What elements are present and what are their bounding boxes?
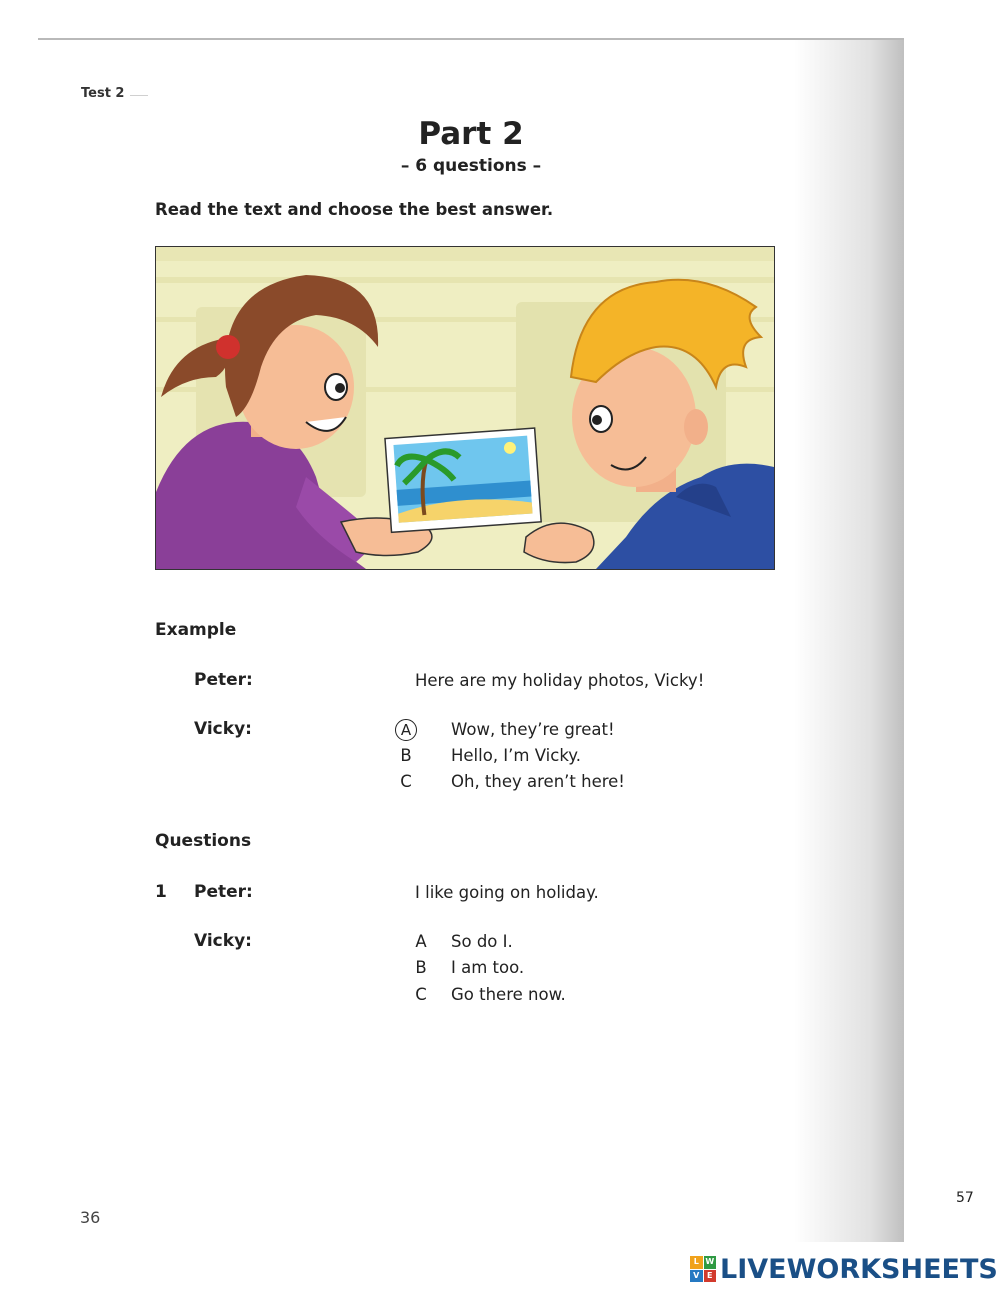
questions-heading: Questions [155, 831, 252, 851]
example-option-c-letter: C [400, 772, 412, 791]
question-1-speaker-peter: Peter: [194, 882, 253, 902]
example-line-peter: Here are my holiday photos, Vicky! [415, 671, 705, 690]
example-option-a-text: Wow, they’re great! [451, 720, 615, 739]
worksheet-page [38, 38, 904, 1242]
page-curl-shadow [794, 40, 904, 1242]
sheet-number: 57 [956, 1190, 974, 1206]
page-title: Part 2 [418, 116, 524, 152]
example-speaker-peter: Peter: [194, 670, 253, 690]
picture-icon [156, 247, 774, 569]
question-1-option-c-text[interactable]: Go there now. [451, 985, 566, 1004]
example-heading: Example [155, 620, 237, 640]
question-1-line-peter: I like going on holiday. [415, 883, 599, 902]
example-speaker-vicky: Vicky: [194, 719, 252, 739]
question-1-option-c-letter[interactable]: C [415, 985, 427, 1004]
page-subtitle: – 6 questions – [400, 156, 542, 176]
question-1-option-a-text[interactable]: So do I. [451, 932, 513, 951]
question-number: 1 [155, 882, 167, 902]
instruction-text: Read the text and choose the best answer. [155, 200, 554, 219]
example-option-c-text: Oh, they aren’t here! [451, 772, 625, 791]
brand-name: LIVEWORKSHEETS [720, 1253, 998, 1285]
illustration-picture [155, 246, 775, 570]
liveworksheets-brand[interactable] [690, 1254, 998, 1284]
question-1-speaker-vicky: Vicky: [194, 931, 252, 951]
brand-logo-icon: L W V E [690, 1256, 716, 1282]
page-number: 36 [80, 1208, 101, 1227]
question-1-option-b-letter[interactable]: B [415, 958, 427, 977]
example-option-b-letter: B [400, 746, 412, 765]
question-1-option-b-text[interactable]: I am too. [451, 958, 525, 977]
test-label: Test 2 [81, 86, 125, 101]
example-option-a-selected: A [395, 719, 417, 741]
divider [130, 95, 148, 96]
example-option-b-text: Hello, I’m Vicky. [451, 746, 581, 765]
question-1-option-a-letter[interactable]: A [415, 932, 427, 951]
